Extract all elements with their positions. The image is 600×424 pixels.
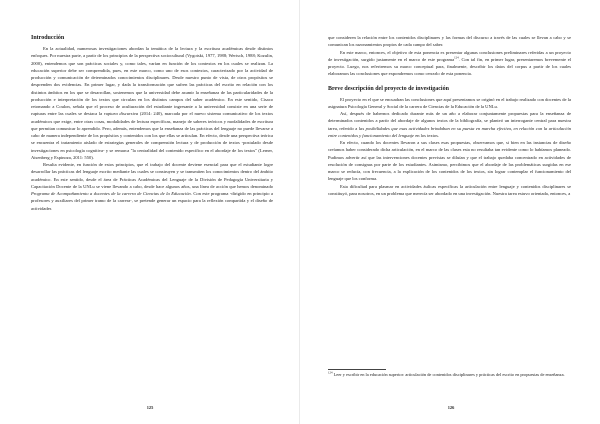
- section-heading-proyecto: Breve descripción del proyecto de investigación: [328, 85, 449, 92]
- paragraph: [328, 49, 571, 78]
- left-column: [31, 34, 273, 212]
- paragraph-text: Así, después de habernos dedicado durante más de un año a elaborar conjuntamente propuestas para la enseñanza de determinados contenidos a partir del abordaje de algunos textos de la bibliografía, se planteó un interrogante central para nuestra tarea, referido a: [328, 111, 571, 131]
- paragraph: Esta dificultad para plasmar en actividades áulicas específicas la articulación entre lenguaje y contenidos disciplinares se constituyó, para nosotros, en un problema que merecía ser abordado en una investigación. Nuestra tarea estuvo orientada, entonces, a: [328, 183, 571, 196]
- paragraph-text: En la actualidad, numerosas investigaciones abordan la temática de la lectura y la escritura académicas desde distintos enfoques. Por nuestra parte, a partir de los principios de la perspectiva sociocultural (Vygotski, 1977, 1988; Wertsch, 1988; Kozulin, 2000), entendemos que son prácticas sociales y, como tales, varían en función de los contextos en los cuales se realizan. La educación superior debe ser comprendida, pues, en este marco, como uno de esos contextos, caracterizado por la actividad de producción y comunicación de determinados conocimientos disciplinares. Desde nuestro punto de vista, de otros propósitos se desprenden dos evidencias. En primer lugar, y dada la transformación que sufren las prácticas del escrito en relación con los distintos ámbitos en los que se desarrollan, sostenemos que la universidad debe asumir la enseñanza de las particularidades de la producción e interpretación de los textos que circulan en los distintos campos del saber académico. En este sentido, Cisaco retomando a Coulon, señala que el proceso de aculturación del estudiante ingresante a la universidad consiste en una serie de rupturas entre las cuales se destaca la: [31, 46, 273, 117]
- paragraph-text: Resulta evidente, en función de estos principios, que el trabajo del docente deviene esencial para que el estudiante logre desarrollar las prácticas del lenguaje escrito mediante las cuales se construyen y se transmiten los conocimientos dentro del ámbito académico. En este sentido, desde el área de Prácticas Académicas del Lenguaje de la División de Pedagogía Universitaria y Capacitación Docente de la UNLu se viene llevando a cabo, desde hace algunos años, una línea de acción que hemos denominado: [31, 162, 273, 189]
- footnote: [328, 372, 571, 378]
- paragraph: [31, 161, 273, 212]
- paragraph-text: en los textos.: [414, 132, 440, 138]
- paragraph: [31, 45, 273, 161]
- italic-term: Programa de Acompañamiento a docentes de la carrera de Ciencias de la Educación: [31, 191, 191, 196]
- italic-term: ruptura discursiva: [103, 111, 139, 117]
- paragraph: El proyecto en el que se encuadran las conclusiones que aquí presentamos se originó en el trabajo realizado con docentes de la asignatura Psicología General y Social de la carrera de Ciencias de la Educación de la UNLu.: [328, 96, 571, 109]
- paragraph-text: (2014: 240), marcada por el nuevo sistema comunicativo de los textos académicos que exige, entre otras cosas, modalidades de lectura específicas, manejo de saberes teóricos y modalidades de escritura que permitan comunicar lo aprendido. Pero, además, entendemos que la enseñanza de las prácticas del lenguaje no puede llevarse a cabo de manera independiente de los propósitos y contenidos con los que ellas se articulan. En efecto, desde una perspectiva teórica se encuentra el tratamiento aislado de estrategias generales de comprensión lectura y de producción de textos -postulado desde investigaciones en psicología cognitiva- y se remarca "la centralidad del contenido específico en el abordaje de los textos" (Lerner, Aisenberg y Espinoza, 2011: 550).: [31, 111, 273, 160]
- footnote-rule: [328, 369, 386, 370]
- paragraph: que consideren la relación entre los contenidos disciplinares y las formas del discurso a través de las cuales se llevan a cabo y se comunican los razonamientos propios de cada campo del saber.: [328, 35, 571, 48]
- footnote-number: 124: [328, 370, 333, 375]
- paragraph-text: . Con tal fin, en primer lugar, presentaremos brevemente el proyecto. Luego, nos referiremos su marco conceptual para, finalmente, describir los datos del corpus a partir de los cuales elaboramos las conclusiones que expondremos como cerrarlo de esta ponencia.: [328, 56, 572, 77]
- paragraph: [328, 110, 571, 139]
- right-column: [328, 34, 571, 197]
- paragraph: En efecto, cuando los docentes llevaron a sus clases esas propuestas, observamos que, si bien en las instancias de diseño creíamos haber considerado dicha articulación, en el marco de las clases esta no resultaba tan evidente como lo habíamos planeado. Pudimos advertir así que las intervenciones docentes previstas se diluían y que el trabajo quedaba concentrado en actividades de resolución de consignas por parte de los estudiantes. Asimismo, percibimos que el abordaje de las problemáticas surgidas en ese marco se reducía, con frecuencia, a la explicación de los contenidos de los textos, sin lograr contemplar el funcionamiento del lenguaje que los conforma.: [328, 140, 571, 182]
- right-page: [300, 0, 600, 424]
- page-number: 126: [447, 405, 455, 410]
- footnote-text: Leer y escribir en la educación superior: articulación de contenidos disciplinares y prácticas del escrito en propuestas de enseñanza.: [332, 372, 565, 377]
- paragraph-text: En este marco, entonces, el objetivo de esta ponencia es presentar algunas conclusiones preliminares referidas a un proyecto de investigación, surgido justamente en el marco de este programa: [328, 49, 571, 62]
- page-number: 125: [146, 405, 154, 410]
- italic-term: las posibilidades que esas actividades brindaban en su puesta en marcha efectiva, en relación con la articulación entre contenidos y funcionamiento del lenguaje: [328, 125, 572, 138]
- section-heading-introduccion: Introducción: [31, 35, 65, 41]
- paragraph-text: . Con este programa -dirigido en principio a profesores y auxiliares del primer tramo de la carrera-, se pretende generar un espacio para la reflexión compartida y el diseño de actividades: [31, 191, 273, 211]
- footnote-reference: 124: [454, 55, 459, 60]
